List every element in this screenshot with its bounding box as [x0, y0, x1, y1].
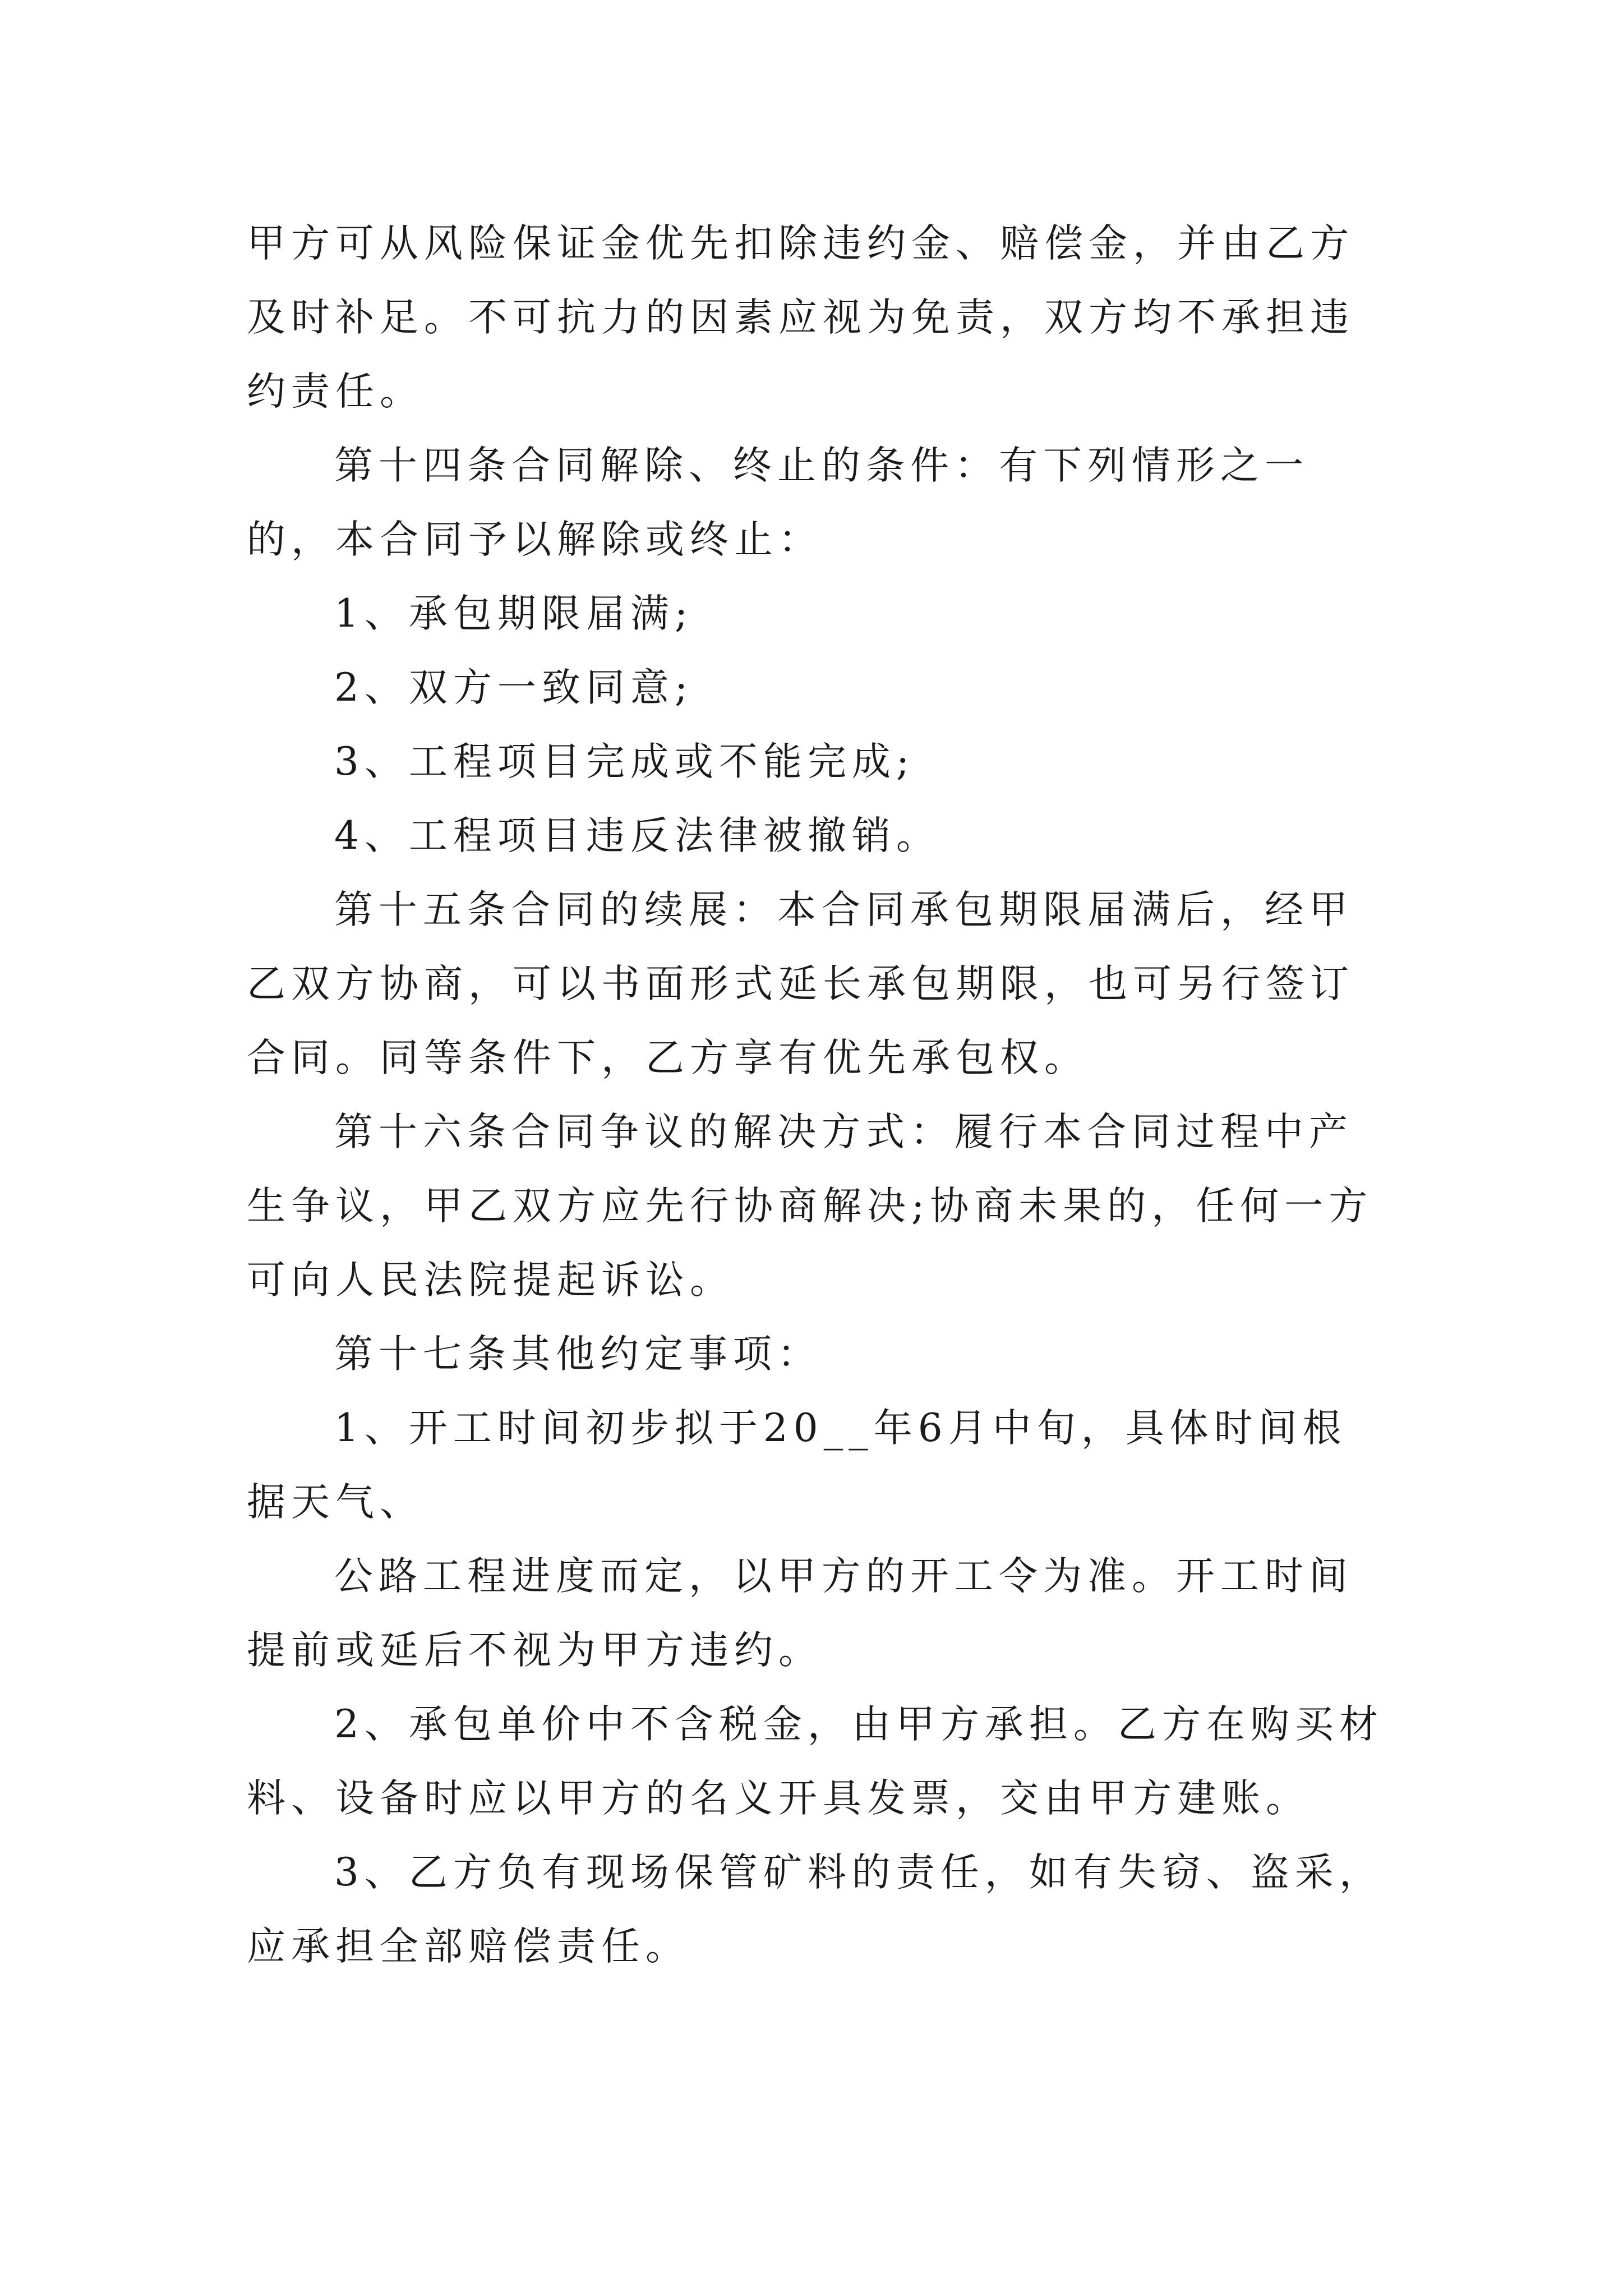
list-item-material-custody: 3、乙方负有现场保管矿料的责任，如有失窃、盗采，应承担全部赔偿责任。 [247, 1850, 1384, 1969]
list-item-mutual-consent: 2、双方一致同意; [334, 665, 694, 710]
list-item-start-date: 1、开工时间初步拟于20__年6月中旬，具体时间根据天气、 [247, 1406, 1347, 1525]
list-item-term-expiry: 1、承包期限届满; [334, 591, 694, 636]
paragraph-penalty-deduction: 甲方可从风险保证金优先扣除违约金、赔偿金，并由乙方及时补足。不可抗力的因素应视为免责，双方均不承担违约责任。 [247, 221, 1354, 414]
document-body [247, 206, 1391, 1984]
paragraph-article-14: 第十四条合同解除、终止的条件：有下列情形之一的，本合同予以解除或终止： [247, 443, 1309, 562]
list-item-unit-price-tax: 2、承包单价中不含税金，由甲方承担。乙方在购买材料、设备时应以甲方的名义开具发票，交由甲方建账。 [247, 1702, 1384, 1821]
list-item-project-revoked: 4、工程项目违反法律被撤销。 [334, 813, 940, 858]
list-item-project-completion: 3、工程项目完成或不能完成; [334, 739, 915, 784]
paragraph-article-15: 第十五条合同的续展：本合同承包期限届满后，经甲乙双方协商，可以书面形式延长承包期限，也可另行签订合同。同等条件下，乙方享有优先承包权。 [247, 887, 1354, 1080]
paragraph-article-16: 第十六条合同争议的解决方式：履行本合同过程中产生争议，甲乙双方应先行协商解决;协商未果的，任何一方可向人民法院提起诉讼。 [247, 1110, 1373, 1303]
paragraph-article-17: 第十七条其他约定事项： [334, 1332, 822, 1377]
paragraph-road-progress: 公路工程进度而定，以甲方的开工令为准。开工时间提前或延后不视为甲方违约。 [247, 1554, 1353, 1673]
